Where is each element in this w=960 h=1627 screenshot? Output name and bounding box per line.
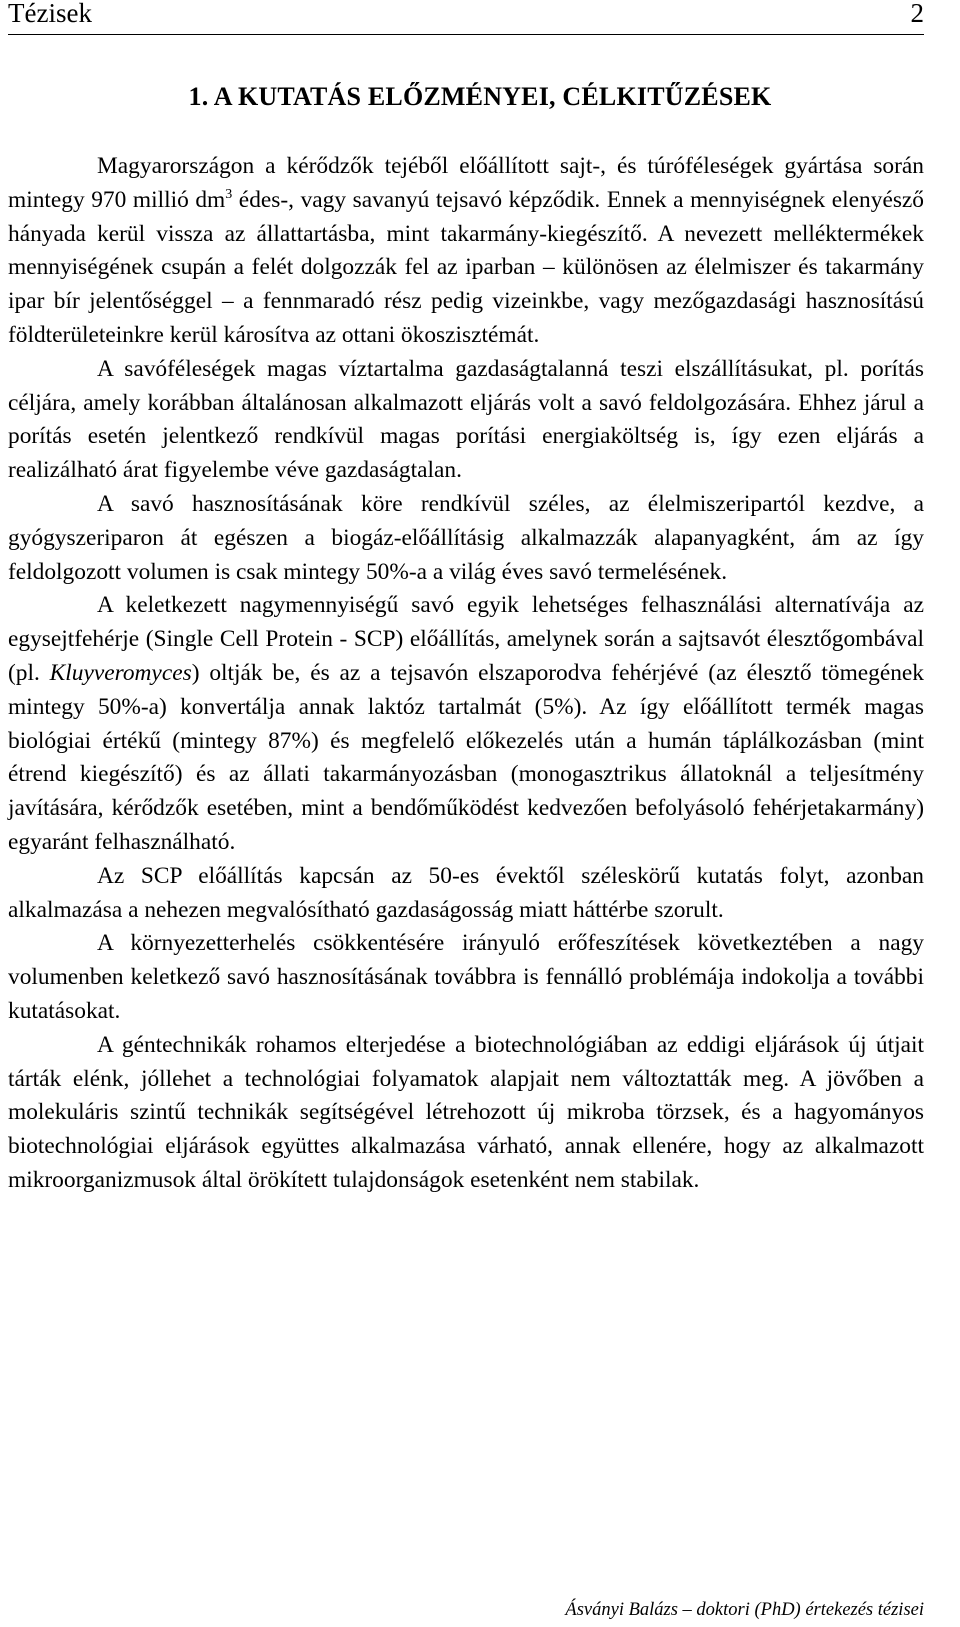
paragraph-3: A savó hasznosításának köre rendkívül széles, az élelmiszeripartól kezdve, a gyógyszeriparon át egészen a biogáz-előállításig alkalmazzák alapanyagként, ám az így feldolgozott volumen is csak mintegy 50%-a a világ éves savó termelésének.: [8, 490, 924, 585]
body-text: [8, 150, 924, 1198]
paragraph-4: [8, 589, 924, 859]
paragraph-5: Az SCP előállítás kapcsán az 50-es évektől széleskörű kutatás folyt, azonban alkalmazása a nehezen megvalósítható gazdaságosság miatt háttérbe szorult.: [8, 862, 924, 923]
paragraph-1: [8, 150, 924, 353]
page-header: [8, 0, 924, 35]
paragraph-6: A környezetterhelés csökkentésére irányuló erőfeszítések következtében a nagy volumenben keletkező savó hasznosításának továbbra is fennálló problémája indokolja a további kutatásokat.: [8, 930, 924, 1024]
page-footer: Ásványi Balázs – doktori (PhD) értekezés tézisei: [565, 1600, 924, 1620]
page-number: 2: [910, 0, 924, 28]
paragraph-2: A savóféleségek magas víztartalma gazdaságtalanná teszi elszállításukat, pl. porítás céljára, amely korábban általánosan alkalmazott eljárás volt a savó feldolgozására. Ehhez járul a porítás esetén jelentkező rendkívül magas porítási energiaköltség is, így ezen eljárás a realizálható árat figyelembe véve gazdaságtalan.: [8, 355, 924, 484]
paragraph-4-part-b: ) oltják be, és az a tejsavón elszaporodva fehérjévé (az élesztő tömegének mintegy 50%-a) konvertálja annak laktóz tartalmát (5%). Az így előállított termék magas biológiai értékű (mintegy 87%) és megfelelő előkezelés után a humán táplálkozásban (mint étrend kiegészítő) és az állati takarmányozásban (monogasztrikus állatoknál a teljesítmény javítására, kérődzők esetében, mint a bendőműködést kedvezően befolyásoló fehérjetakarmány) egyaránt felhasználható.: [8, 659, 924, 855]
section-title: 1. A KUTATÁS ELŐZMÉNYEI, CÉLKITŰZÉSEK: [188, 82, 772, 111]
superscript-exponent: 3: [225, 186, 233, 202]
species-name: Kluyveromyces: [49, 659, 192, 686]
paragraph-1-part-a: Magyarországon a kérődzők tejéből előállított sajt-, és túróféleségek gyártása során mintegy 970 millió dm: [8, 153, 924, 213]
header-title: Tézisek: [8, 0, 92, 28]
paragraph-7: A géntechnikák rohamos elterjedése a biotechnológiában az eddigi eljárások új útjait tárták elénk, jóllehet a technológiai folyamatok alapjait nem változtatták meg. A jövőben a molekuláris szintű technikák segítségével létrehozott új mikroba törzsek, és a hagyományos biotechnológiai eljárások együttes alkalmazása várható, annak ellenére, hogy az alkalmazott mikroorganizmusok által örökített tulajdonságok esetenként nem stabilak.: [8, 1031, 924, 1193]
paragraph-1-part-b: édes-, vagy savanyú tejsavó képződik. Ennek a mennyiségnek elenyésző hányada kerül vissza az állattartásba, mint takarmány-kiegészítő. A nevezett melléktermékek mennyiségének csupán a felét dolgozzák fel az iparban – különösen az élelmiszer és takarmány ipar bír jelentőséggel – a fennmaradó rész pedig vizeinkbe, vagy mezőgazdasági hasznosítású földterületeinkre kerül károsítva az ottani ökoszisztémát.: [8, 186, 924, 348]
paragraph-4-part-a: A keletkezett nagymennyiségű savó egyik lehetséges felhasználási alternatívája az egysejtfehérje (Single Cell Protein - SCP) előállítás, amelynek során a sajtsavót élesztőgombával (pl.: [8, 592, 924, 686]
